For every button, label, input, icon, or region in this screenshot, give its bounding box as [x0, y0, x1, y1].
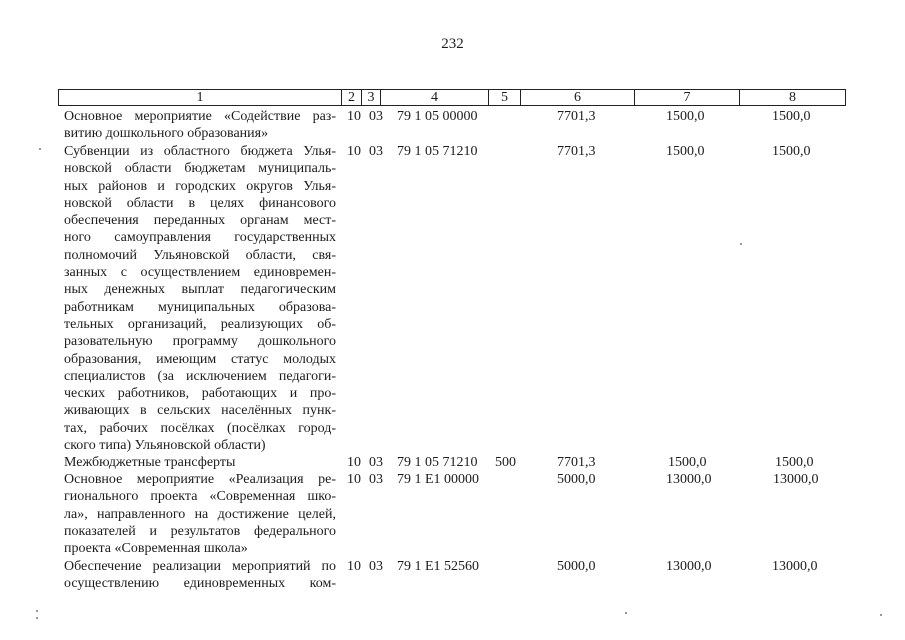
row-value-col7: 13000,0: [666, 472, 712, 487]
row-subsection: 03: [369, 455, 383, 470]
row-text-line: Межбюджетные трансферты: [64, 455, 236, 470]
row-text-line: тах, рабочих посёлках (посёлках город-: [64, 420, 336, 436]
header-col-8: 8: [789, 90, 796, 105]
scan-speck: [39, 148, 41, 150]
row-text-line: Основное мероприятие «Содействие раз-: [64, 109, 336, 124]
row-text-line: витию дошкольного образования»: [64, 126, 269, 142]
row-text-line: ла», направленного на достижение целей,: [64, 506, 336, 522]
row-target-article: 79 1 E1 52560: [397, 559, 480, 574]
row-text-line: ческих работников, работающих и про-: [64, 386, 336, 402]
row-section: 10: [347, 109, 361, 124]
page-number: 232: [441, 36, 464, 52]
row-value-col7: 1500,0: [668, 455, 707, 470]
row-text-line: гионального проекта «Современная шко-: [64, 489, 336, 505]
row-value-col8: 1500,0: [772, 144, 811, 159]
row-text-line: тельных организаций, реализующих об-: [64, 316, 336, 332]
row-text-line: осуществлению единовременных ком-: [64, 576, 336, 592]
scan-speck: [625, 612, 627, 614]
row-value-col6: 5000,0: [557, 472, 596, 487]
row-section: 10: [347, 144, 361, 159]
row-text-line: показателей и результатов федерального: [64, 523, 336, 539]
header-col-5: 5: [489, 90, 521, 105]
row-text-line: полномочий Ульяновской области, свя-: [64, 247, 336, 263]
row-value-col8: 13000,0: [772, 559, 818, 574]
row-text-line: специалистов (за исключением педагоги-: [64, 368, 336, 384]
row-expense-type: 500: [495, 455, 516, 470]
row-text-line: ского типа) Ульяновской области): [64, 438, 266, 454]
row-section: 10: [347, 472, 361, 487]
header-col-6: 6: [521, 90, 635, 105]
row-subsection: 03: [369, 559, 383, 574]
header-col-4: 4: [381, 90, 489, 105]
row-value-col7: 13000,0: [666, 559, 712, 574]
row-text-line: занных с осуществлением единовремен-: [64, 265, 336, 281]
scan-speck: [36, 617, 38, 619]
row-text-line: работникам муниципальных образова-: [64, 299, 336, 315]
row-text-line: живающих в сельских населённых пунк-: [64, 403, 336, 419]
row-value-col7: 1500,0: [666, 144, 705, 159]
table-header: [58, 89, 846, 106]
row-text-line: Обеспечение реализации мероприятий по: [64, 559, 336, 574]
row-target-article: 79 1 05 71210: [397, 144, 478, 159]
row-description: [64, 471, 336, 557]
scan-speck: [880, 614, 882, 616]
row-text-line: проекта «Современная школа»: [64, 541, 248, 557]
row-value-col6: 7701,3: [557, 144, 596, 159]
row-text-line: образования, имеющим статус молодых: [64, 351, 336, 367]
row-subsection: 03: [369, 472, 383, 487]
row-text-line: новской области бюджетам муниципаль-: [64, 161, 336, 177]
row-text-line: обеспечения переданных органам мест-: [64, 213, 336, 229]
row-target-article: 79 1 E1 00000: [397, 472, 480, 487]
row-text-line: ных денежных выплат педагогическим: [64, 282, 336, 298]
row-value-col6: 7701,3: [557, 109, 596, 124]
header-col-7: 7: [635, 90, 740, 105]
scan-speck: [740, 243, 742, 245]
row-target-article: 79 1 05 00000: [397, 109, 478, 124]
row-text-line: новской области в целях финансового: [64, 195, 336, 211]
row-subsection: 03: [369, 109, 383, 124]
row-value-col8: 1500,0: [775, 455, 814, 470]
row-value-col6: 5000,0: [557, 559, 596, 574]
row-value-col6: 7701,3: [557, 455, 596, 470]
row-value-col7: 1500,0: [666, 109, 705, 124]
row-description: [64, 558, 336, 593]
header-col-1: 1: [59, 90, 342, 105]
scan-speck: [36, 610, 38, 612]
row-description: [64, 108, 336, 143]
row-value-col8: 1500,0: [772, 109, 811, 124]
row-description: [64, 143, 336, 454]
row-section: 10: [347, 455, 361, 470]
row-text-line: ных районов и городских округов Улья-: [64, 178, 336, 194]
row-target-article: 79 1 05 71210: [397, 455, 478, 470]
header-col-3: 3: [362, 90, 381, 105]
row-value-col8: 13000,0: [773, 472, 819, 487]
row-description: [64, 454, 336, 471]
row-subsection: 03: [369, 144, 383, 159]
row-text-line: Основное мероприятие «Реализация ре-: [64, 472, 336, 487]
row-text-line: разовательную программу дошкольного: [64, 334, 336, 350]
row-section: 10: [347, 559, 361, 574]
row-text-line: Субвенции из областного бюджета Улья-: [64, 144, 336, 159]
header-col-2: 2: [342, 90, 362, 105]
row-text-line: ного самоуправления государственных: [64, 230, 336, 246]
